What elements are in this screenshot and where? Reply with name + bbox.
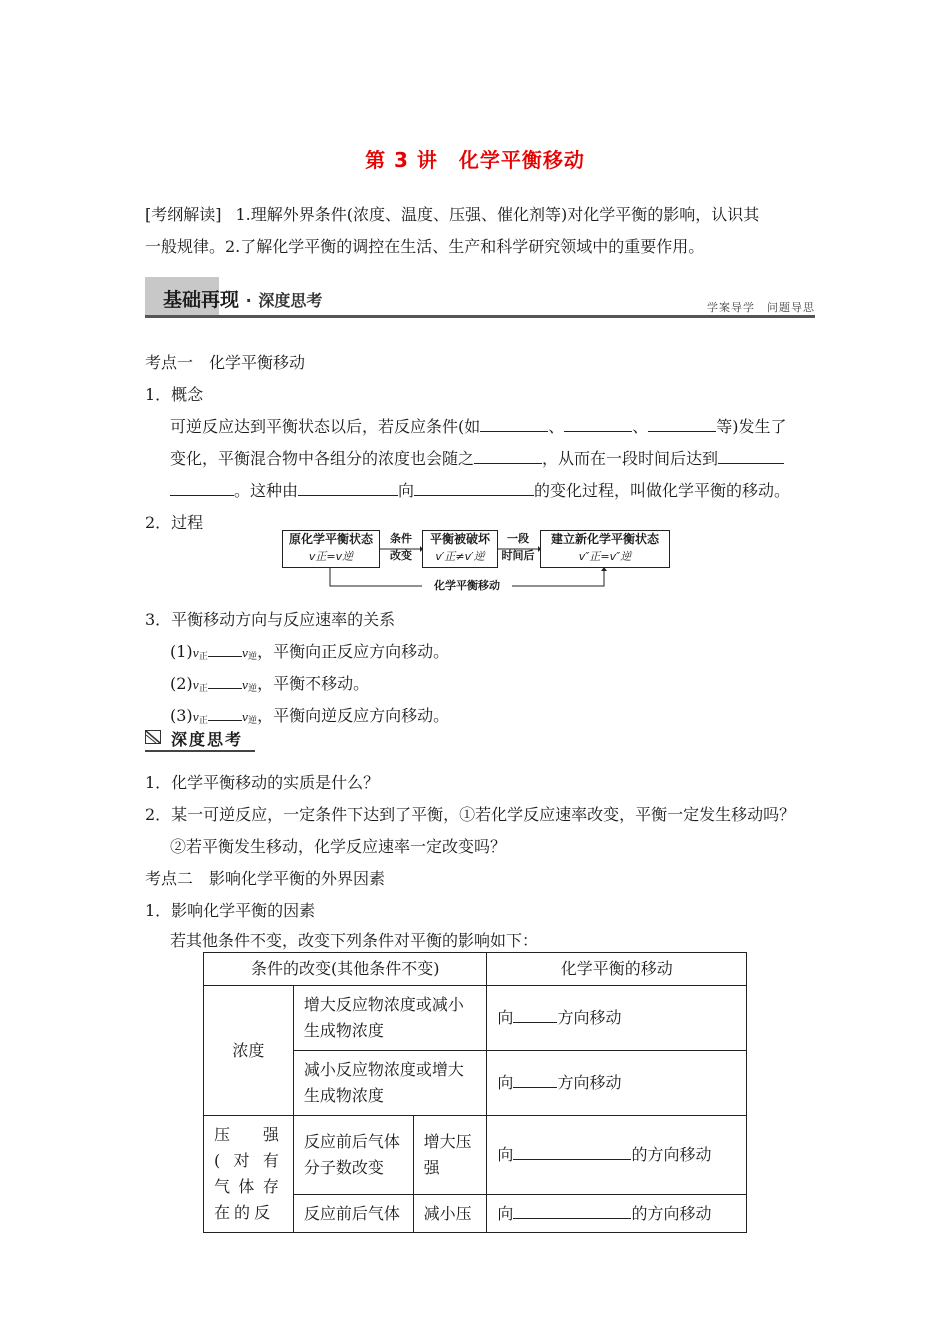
blank[interactable]: [648, 416, 716, 432]
table-cell: [487, 986, 747, 1051]
table-cell: 增大反应物浓度或减小生成物浓度: [293, 986, 487, 1051]
table-cell: 增大压强: [413, 1116, 487, 1195]
kp2-intro: 若其他条件不变，改变下列条件对平衡的影响如下：: [170, 931, 539, 950]
v-symbol: v: [192, 647, 199, 660]
banner-title: [163, 285, 322, 312]
blank[interactable]: [170, 480, 234, 496]
arrow-top: 条件: [390, 532, 412, 545]
blank[interactable]: [513, 1203, 631, 1219]
flow-box-title: 建立新化学平衡状态: [550, 532, 659, 546]
v-symbol: v: [241, 647, 249, 660]
table-cell: [487, 1116, 747, 1195]
blank[interactable]: [474, 448, 542, 464]
table-cell: 减小反应物浓度或增大生成物浓度: [293, 1051, 487, 1116]
v-symbol: v: [192, 711, 199, 724]
text: 的方向移动: [631, 1203, 712, 1223]
num: (3): [170, 706, 193, 725]
outline-line-1: [145, 204, 759, 226]
outline-line-2: 一般规律。2.了解化学平衡的调控在生活、生产和科学研究领域中的重要作用。: [145, 237, 705, 256]
table-header-row: [204, 953, 747, 986]
kp1-s1-line2: [170, 448, 784, 470]
table-cell-concentration: 浓度: [204, 986, 294, 1116]
text: 向: [497, 1203, 514, 1223]
table-row: [204, 1116, 747, 1195]
think-underline: [145, 750, 255, 752]
text: 向: [497, 1008, 514, 1027]
conditions-table: [203, 952, 747, 1233]
slash-box-icon: [145, 730, 161, 744]
text: 的变化过程，叫做化学平衡的移动。: [534, 481, 791, 500]
sub: 正: [198, 684, 208, 694]
text: ，平衡向正反应方向移动。: [257, 642, 450, 661]
kp1-s3-label: 3．平衡移动方向与反应速率的关系: [145, 610, 396, 629]
table-row: [204, 986, 747, 1051]
banner-rule: [145, 315, 815, 318]
sub: 逆: [248, 716, 258, 726]
sub: 正: [198, 652, 208, 662]
blank[interactable]: [414, 480, 534, 496]
table-header-cell: 化学平衡的移动: [487, 953, 747, 986]
text: 向: [497, 1073, 514, 1092]
text: 变化，平衡混合物中各组分的浓度也会随之: [170, 449, 475, 468]
flow-box-title: 原化学平衡状态: [288, 532, 373, 546]
text: ，平衡向逆反应方向移动。: [257, 706, 450, 725]
blank[interactable]: [480, 416, 548, 432]
sub: 正: [198, 716, 208, 726]
relation-1: [170, 641, 449, 668]
table-cell: 反应前后气体: [293, 1195, 413, 1233]
table-cell: [487, 1195, 747, 1233]
blank[interactable]: [513, 1072, 557, 1088]
table-header-cell: 条件的改变(其他条件不变): [204, 953, 487, 986]
blank[interactable]: [208, 705, 242, 721]
v-symbol: v: [241, 679, 249, 692]
think-q2-line1: 2．某一可逆反应，一定条件下达到了平衡，①若化学反应速率改变，平衡一定发生移动吗？: [145, 805, 796, 824]
banner-dot: ·: [245, 291, 252, 310]
blank[interactable]: [208, 641, 242, 657]
num: (2): [170, 674, 193, 693]
banner-right: 学案导学 问题导思: [707, 301, 815, 314]
text: 的方向移动: [631, 1145, 712, 1165]
kp1-s1-line1: [170, 416, 787, 438]
flow-box-eq: v′正≠v′逆: [435, 550, 485, 563]
sub: 逆: [248, 684, 258, 694]
blank[interactable]: [513, 1144, 631, 1160]
flow-box-eq: v正=v逆: [308, 550, 354, 563]
text: 可逆反应达到平衡状态以后，若反应条件(如: [170, 417, 481, 436]
section-banner: [145, 277, 815, 319]
process-diagram: [282, 528, 672, 594]
text: 、: [548, 417, 565, 436]
text: 。这种由: [234, 481, 299, 500]
think-heading: [145, 726, 255, 752]
banner-sub: 深度思考: [258, 291, 323, 310]
kp2-s1-label: 1．影响化学平衡的因素: [145, 901, 316, 920]
text: 向: [398, 481, 415, 500]
table-cell: 减小压: [413, 1195, 487, 1233]
flow-box-eq: v″正=v″逆: [578, 550, 632, 563]
sub: 逆: [248, 652, 258, 662]
outline-text-1: 1.理解外界条件(浓度、温度、压强、催化剂等)对化学平衡的影响，认识其: [235, 205, 760, 224]
text: ，从而在一段时间后达到: [542, 449, 719, 468]
kp1-s1-label: 1．概念: [145, 385, 204, 404]
outline-tag: [考纲解读]: [145, 205, 222, 224]
blank[interactable]: [718, 448, 784, 464]
blank[interactable]: [298, 480, 398, 496]
blank[interactable]: [513, 1007, 557, 1023]
flow-bottom-label: 化学平衡移动: [422, 577, 512, 593]
kp1-s1-line3: [170, 480, 790, 502]
blank[interactable]: [208, 673, 242, 689]
text: 向: [497, 1145, 514, 1165]
arrow-top: 一段: [507, 532, 529, 545]
kp1-heading: 考点一 化学平衡移动: [145, 353, 306, 372]
text: 方向移动: [557, 1073, 622, 1092]
kp1-s2-label: 2．过程: [145, 513, 204, 532]
table-cell: 反应前后气体分子数改变: [293, 1116, 413, 1195]
num: (1): [170, 642, 193, 661]
flow-box-title: 平衡被破坏: [429, 532, 490, 546]
table-cell-pressure: 压强(对有气体存在的反: [204, 1116, 294, 1233]
text: 、: [632, 417, 649, 436]
think-q1: 1．化学平衡移动的实质是什么？: [145, 773, 380, 792]
relation-2: [170, 673, 369, 700]
arrow-bottom: 改变: [390, 549, 412, 562]
banner-main: 基础再现: [163, 289, 240, 311]
v-symbol: v: [192, 679, 199, 692]
text: ，平衡不移动。: [257, 674, 370, 693]
arrow-bottom: 时间后: [501, 549, 535, 562]
blank[interactable]: [564, 416, 632, 432]
table-cell: [487, 1051, 747, 1116]
text: 等)发生了: [716, 417, 787, 436]
lesson-title: 第 3 讲 化学平衡移动: [365, 148, 585, 172]
v-symbol: v: [241, 711, 249, 724]
kp2-heading: 考点二 影响化学平衡的外界因素: [145, 869, 386, 888]
think-heading-text: 深度思考: [171, 730, 244, 749]
think-q2-line2: ②若平衡发生移动，化学反应速率一定改变吗？: [170, 837, 507, 856]
text: 方向移动: [557, 1008, 622, 1027]
